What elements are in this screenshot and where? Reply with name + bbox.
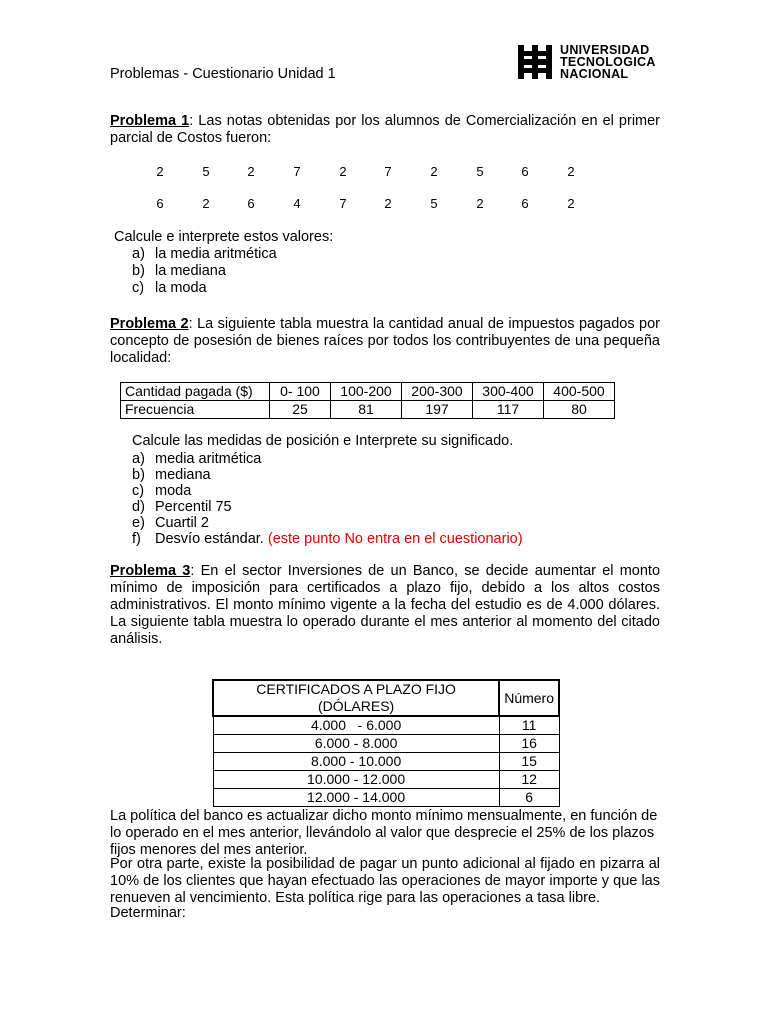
- grade: 7: [339, 196, 347, 211]
- problem1-statement: [110, 113, 660, 147]
- certificates-table: [212, 679, 560, 807]
- table-cell: 200-300: [402, 383, 473, 401]
- grade: 7: [384, 164, 392, 179]
- list-item: b) la mediana: [132, 263, 226, 279]
- table-header-row: [213, 680, 559, 716]
- table-cell: 80: [544, 401, 615, 419]
- list-item: f) Desvío estándar. (este punto No entra en el cuestionario): [132, 531, 523, 547]
- logo-line-1: UNIVERSIDAD: [560, 43, 650, 57]
- problem2-text: : La siguiente tabla muestra la cantidad anual de impuestos pagados por concepto de posesión de bienes raíces por todos los contribuyentes de una pequeña localidad:: [110, 316, 661, 366]
- table-cell: Frecuencia: [121, 401, 270, 419]
- table-cell: 10.000 - 12.000: [213, 771, 499, 789]
- grade: 6: [156, 196, 164, 211]
- problem2-instruction: Calcule las medidas de posición e Interprete su significado.: [132, 433, 514, 449]
- grade: 2: [430, 164, 438, 179]
- table-row: [213, 735, 559, 753]
- grade: 2: [202, 196, 210, 211]
- table-cell: 12: [499, 771, 559, 789]
- table-cell: 8.000 - 10.000: [213, 753, 499, 771]
- university-logo: [518, 44, 656, 80]
- table-row: [213, 789, 559, 807]
- problem3-label: Problema 3: [110, 563, 191, 579]
- table-cell: 6.000 - 8.000: [213, 735, 499, 753]
- grade: 6: [247, 196, 255, 211]
- list-item: c) la moda: [132, 280, 207, 296]
- problem1-instruction: Calcule e interprete estos valores:: [114, 229, 334, 245]
- table-cell: Cantidad pagada ($): [121, 383, 270, 401]
- excluded-note: (este punto No entra en el cuestionario): [267, 531, 523, 547]
- table-row: [213, 716, 559, 735]
- table-cell: 0- 100: [270, 383, 331, 401]
- problem2-items: [132, 451, 523, 547]
- problem1-items: [132, 246, 277, 297]
- page-title: Problemas - Cuestionario Unidad 1: [110, 66, 336, 82]
- tax-table: [120, 382, 615, 419]
- grade: 5: [476, 164, 484, 179]
- grade: 2: [567, 196, 575, 211]
- table-cell: 197: [402, 401, 473, 419]
- table-cell: 16: [499, 735, 559, 753]
- grade: 6: [521, 196, 529, 211]
- problem3-statement: [110, 563, 660, 648]
- table-cell: 81: [331, 401, 402, 419]
- grade: 4: [293, 196, 301, 211]
- extra-policy: Por otra parte, existe la posibilidad de pagar un punto adicional al fijado en pizarra al 10% de los clientes que hayan efectuado las operaciones de mayor importe y que las renueven al vencimiento. Esta política rige para las operaciones a tasa libre.: [110, 856, 660, 906]
- determine-label: Determinar:: [110, 905, 186, 921]
- list-item: e) Cuartil 2: [132, 515, 209, 531]
- grade: 6: [521, 164, 529, 179]
- grade: 2: [339, 164, 347, 179]
- problem3-text: : En el sector Inversiones de un Banco, se decide aumentar el monto mínimo de imposición para certificados a plazo fijo, debido a los altos costos administrativos. El monto mínimo vigente a la fecha del estudio es de 4.000 dólares. La siguiente tabla muestra lo operado durante el mes anterior al momento del citado análisis.: [110, 563, 661, 647]
- list-item: a) la media aritmética: [132, 246, 277, 262]
- grade: 2: [384, 196, 392, 211]
- table-cell: 300-400: [473, 383, 544, 401]
- list-item: a) media aritmética: [132, 451, 262, 467]
- list-item: d) Percentil 75: [132, 499, 232, 515]
- problem2-statement: [110, 316, 660, 367]
- logo-line-2: TECNOLOGICA: [560, 55, 656, 69]
- problem2-label: Problema 2: [110, 316, 189, 332]
- grade: 2: [247, 164, 255, 179]
- grade: 2: [156, 164, 164, 179]
- logo-text: [560, 44, 656, 80]
- grade: 2: [567, 164, 575, 179]
- table-cell: 100-200: [331, 383, 402, 401]
- problem1-label: Problema 1: [110, 113, 190, 129]
- grade: 5: [430, 196, 438, 211]
- grade: 2: [476, 196, 484, 211]
- grade: 7: [293, 164, 301, 179]
- table-cell: 117: [473, 401, 544, 419]
- table-row: [213, 771, 559, 789]
- logo-line-3: NACIONAL: [560, 67, 629, 81]
- table-cell: 400-500: [544, 383, 615, 401]
- table-row: [121, 383, 615, 401]
- table-cell: 15: [499, 753, 559, 771]
- table-header-cell: CERTIFICADOS A PLAZO FIJO (DÓLARES): [213, 680, 499, 716]
- grade: 5: [202, 164, 210, 179]
- table-cell: 25: [270, 401, 331, 419]
- problem1-text: : Las notas obtenidas por los alumnos de Comercialización en el primer parcial de Costos fueron:: [110, 113, 661, 146]
- table-header-cell: Número: [499, 680, 559, 716]
- table-cell: 12.000 - 14.000: [213, 789, 499, 807]
- list-item: c) moda: [132, 483, 192, 499]
- table-cell: 6: [499, 789, 559, 807]
- bank-policy: La política del banco es actualizar dicho monto mínimo mensualmente, en función de lo operado en el mes anterior, llevándolo al valor que desprecie el 25% de los plazos fijos menores del mes anterior.: [110, 808, 658, 858]
- table-cell: 4.000 - 6.000: [213, 716, 499, 735]
- list-item: b) mediana: [132, 467, 211, 483]
- table-cell: 11: [499, 716, 559, 735]
- table-row: [213, 753, 559, 771]
- table-row: [121, 401, 615, 419]
- utn-logo-icon: [518, 45, 552, 79]
